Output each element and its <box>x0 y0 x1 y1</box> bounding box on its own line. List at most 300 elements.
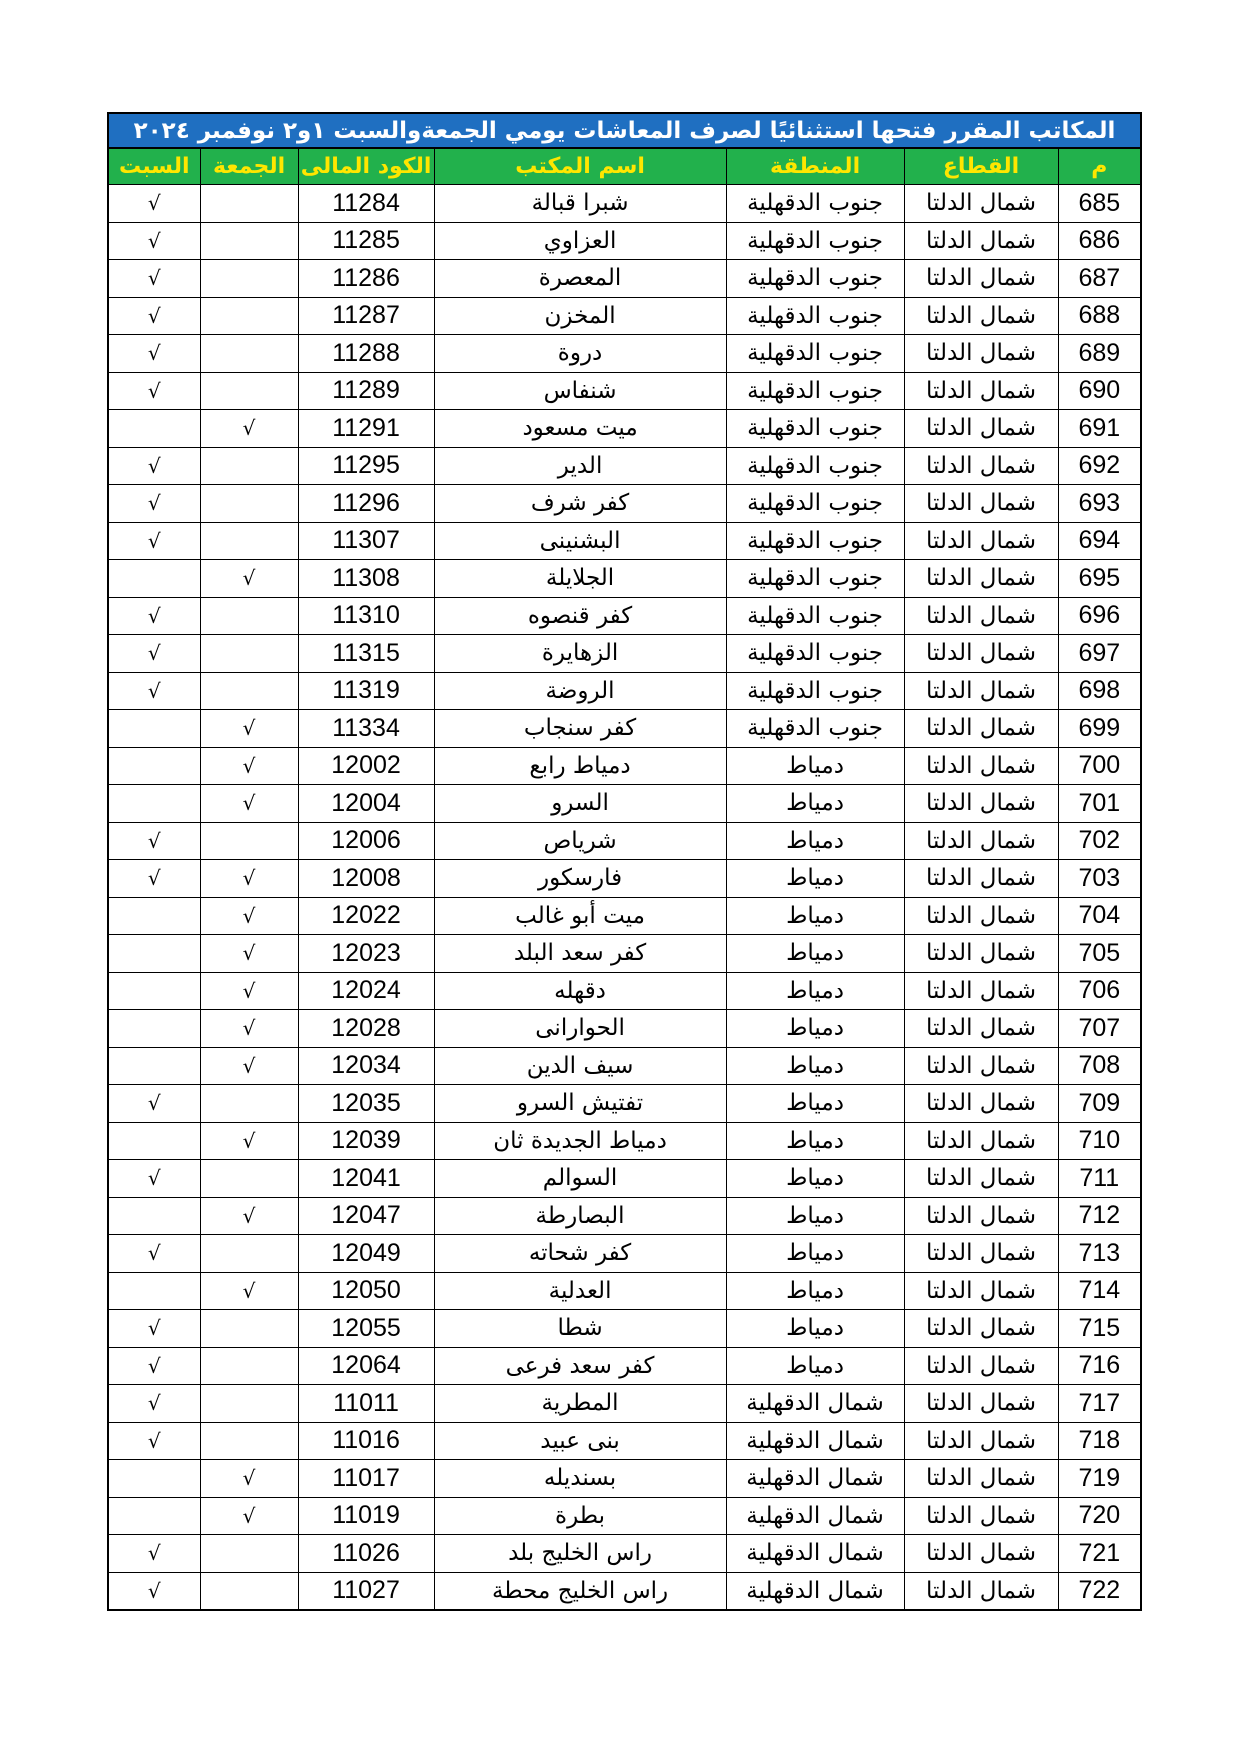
office-name-cell: الجلايلة <box>434 560 726 598</box>
row-number: 704 <box>1058 897 1141 935</box>
saturday-check <box>108 1460 200 1498</box>
region-cell: جنوب الدقهلية <box>726 672 904 710</box>
table-row <box>108 1310 1141 1348</box>
finance-code-cell: 11307 <box>298 522 434 560</box>
region-cell: دمياط <box>726 897 904 935</box>
friday-check: √ <box>200 560 298 598</box>
region-cell: شمال الدقهلية <box>726 1385 904 1423</box>
saturday-check: √ <box>108 822 200 860</box>
office-name-cell: المطرية <box>434 1385 726 1423</box>
region-cell: دمياط <box>726 1272 904 1310</box>
office-name-cell: الروضة <box>434 672 726 710</box>
region-cell: جنوب الدقهلية <box>726 710 904 748</box>
row-number: 697 <box>1058 635 1141 673</box>
sector-cell: شمال الدلتا <box>904 1197 1058 1235</box>
table-row <box>108 1460 1141 1498</box>
friday-check <box>200 635 298 673</box>
sector-cell: شمال الدلتا <box>904 1572 1058 1610</box>
row-number: 690 <box>1058 372 1141 410</box>
office-name-cell: شبرا قبالة <box>434 185 726 223</box>
finance-code-cell: 12002 <box>298 747 434 785</box>
friday-check <box>200 297 298 335</box>
header-row <box>108 148 1141 185</box>
saturday-check: √ <box>108 1310 200 1348</box>
row-number: 692 <box>1058 447 1141 485</box>
row-number: 701 <box>1058 785 1141 823</box>
table-row <box>108 335 1141 373</box>
office-name-cell: كفر قنصوه <box>434 597 726 635</box>
sector-cell: شمال الدلتا <box>904 1160 1058 1198</box>
friday-check <box>200 185 298 223</box>
saturday-check: √ <box>108 597 200 635</box>
saturday-check <box>108 1197 200 1235</box>
friday-check: √ <box>200 1272 298 1310</box>
friday-check <box>200 1347 298 1385</box>
office-name-cell: راس الخليج محطة <box>434 1572 726 1610</box>
row-number: 720 <box>1058 1497 1141 1535</box>
finance-code-cell: 12008 <box>298 860 434 898</box>
finance-code-cell: 11019 <box>298 1497 434 1535</box>
saturday-check: √ <box>108 1347 200 1385</box>
office-name-cell: المعصرة <box>434 260 726 298</box>
finance-code-cell: 11016 <box>298 1422 434 1460</box>
table-row <box>108 1422 1141 1460</box>
sector-cell: شمال الدلتا <box>904 1310 1058 1348</box>
office-name-cell: السوالم <box>434 1160 726 1198</box>
office-name-cell: شطا <box>434 1310 726 1348</box>
table-row <box>108 1497 1141 1535</box>
office-name-cell: راس الخليج بلد <box>434 1535 726 1573</box>
friday-check <box>200 372 298 410</box>
office-name-cell: دقهله <box>434 972 726 1010</box>
region-cell: دمياط <box>726 1197 904 1235</box>
row-number: 685 <box>1058 185 1141 223</box>
region-cell: شمال الدقهلية <box>726 1460 904 1498</box>
friday-check: √ <box>200 785 298 823</box>
row-number: 699 <box>1058 710 1141 748</box>
sector-cell: شمال الدلتا <box>904 560 1058 598</box>
region-cell: جنوب الدقهلية <box>726 635 904 673</box>
region-cell: جنوب الدقهلية <box>726 185 904 223</box>
row-number: 691 <box>1058 410 1141 448</box>
friday-check: √ <box>200 897 298 935</box>
saturday-check: √ <box>108 335 200 373</box>
sector-cell: شمال الدلتا <box>904 860 1058 898</box>
row-number: 713 <box>1058 1235 1141 1273</box>
finance-code-cell: 11291 <box>298 410 434 448</box>
table-row <box>108 372 1141 410</box>
finance-code-cell: 12047 <box>298 1197 434 1235</box>
saturday-check: √ <box>108 1235 200 1273</box>
region-cell: جنوب الدقهلية <box>726 560 904 598</box>
sector-cell: شمال الدلتا <box>904 1460 1058 1498</box>
table-row <box>108 1235 1141 1273</box>
sector-cell: شمال الدلتا <box>904 897 1058 935</box>
finance-code-cell: 11295 <box>298 447 434 485</box>
region-cell: دمياط <box>726 1235 904 1273</box>
friday-check <box>200 222 298 260</box>
friday-check <box>200 1160 298 1198</box>
friday-check <box>200 260 298 298</box>
finance-code-cell: 12024 <box>298 972 434 1010</box>
friday-check: √ <box>200 710 298 748</box>
header-friday: الجمعة <box>200 148 298 185</box>
friday-check: √ <box>200 1197 298 1235</box>
row-number: 705 <box>1058 935 1141 973</box>
finance-code-cell: 11286 <box>298 260 434 298</box>
sector-cell: شمال الدلتا <box>904 260 1058 298</box>
row-number: 714 <box>1058 1272 1141 1310</box>
row-number: 698 <box>1058 672 1141 710</box>
finance-code-cell: 12050 <box>298 1272 434 1310</box>
table-body <box>108 185 1141 1611</box>
sector-cell: شمال الدلتا <box>904 485 1058 523</box>
friday-check <box>200 335 298 373</box>
friday-check: √ <box>200 860 298 898</box>
table-row <box>108 185 1141 223</box>
friday-check <box>200 1310 298 1348</box>
region-cell: دمياط <box>726 1160 904 1198</box>
sector-cell: شمال الدلتا <box>904 1385 1058 1423</box>
sector-cell: شمال الدلتا <box>904 185 1058 223</box>
region-cell: جنوب الدقهلية <box>726 222 904 260</box>
saturday-check <box>108 1010 200 1048</box>
finance-code-cell: 12039 <box>298 1122 434 1160</box>
table-row <box>108 672 1141 710</box>
row-number: 709 <box>1058 1085 1141 1123</box>
saturday-check: √ <box>108 260 200 298</box>
finance-code-cell: 12006 <box>298 822 434 860</box>
sector-cell: شمال الدلتا <box>904 410 1058 448</box>
sheet-title: المكاتب المقرر فتحها استثنائيًا لصرف المعاشات يومي الجمعةوالسبت ١و٢ نوفمبر ٢٠٢٤ <box>108 113 1141 148</box>
finance-code-cell: 12034 <box>298 1047 434 1085</box>
friday-check <box>200 672 298 710</box>
sector-cell: شمال الدلتا <box>904 972 1058 1010</box>
table-row <box>108 1272 1141 1310</box>
office-name-cell: بطرة <box>434 1497 726 1535</box>
finance-code-cell: 11319 <box>298 672 434 710</box>
row-number: 688 <box>1058 297 1141 335</box>
finance-code-cell: 12022 <box>298 897 434 935</box>
saturday-check: √ <box>108 1385 200 1423</box>
saturday-check: √ <box>108 185 200 223</box>
region-cell: شمال الدقهلية <box>726 1422 904 1460</box>
saturday-check <box>108 410 200 448</box>
header-sector: القطاع <box>904 148 1058 185</box>
saturday-check <box>108 785 200 823</box>
sector-cell: شمال الدلتا <box>904 447 1058 485</box>
row-number: 686 <box>1058 222 1141 260</box>
table-row <box>108 410 1141 448</box>
row-number: 706 <box>1058 972 1141 1010</box>
table-row <box>108 1535 1141 1573</box>
row-number: 694 <box>1058 522 1141 560</box>
finance-code-cell: 11284 <box>298 185 434 223</box>
friday-check <box>200 1535 298 1573</box>
sector-cell: شمال الدلتا <box>904 522 1058 560</box>
saturday-check <box>108 1047 200 1085</box>
office-name-cell: ميت أبو غالب <box>434 897 726 935</box>
finance-code-cell: 11288 <box>298 335 434 373</box>
sector-cell: شمال الدلتا <box>904 1497 1058 1535</box>
finance-code-cell: 11310 <box>298 597 434 635</box>
table-row <box>108 597 1141 635</box>
office-name-cell: الحوارانى <box>434 1010 726 1048</box>
friday-check: √ <box>200 1047 298 1085</box>
row-number: 696 <box>1058 597 1141 635</box>
saturday-check: √ <box>108 1085 200 1123</box>
region-cell: جنوب الدقهلية <box>726 447 904 485</box>
office-name-cell: فارسكور <box>434 860 726 898</box>
office-name-cell: سيف الدين <box>434 1047 726 1085</box>
finance-code-cell: 12035 <box>298 1085 434 1123</box>
region-cell: دمياط <box>726 1047 904 1085</box>
saturday-check <box>108 1272 200 1310</box>
sector-cell: شمال الدلتا <box>904 1347 1058 1385</box>
saturday-check: √ <box>108 372 200 410</box>
table-row <box>108 1122 1141 1160</box>
table-row <box>108 1572 1141 1610</box>
header-num: م <box>1058 148 1141 185</box>
finance-code-cell: 11011 <box>298 1385 434 1423</box>
finance-code-cell: 11017 <box>298 1460 434 1498</box>
row-number: 718 <box>1058 1422 1141 1460</box>
region-cell: دمياط <box>726 822 904 860</box>
table-row <box>108 747 1141 785</box>
friday-check: √ <box>200 1010 298 1048</box>
table-row <box>108 1197 1141 1235</box>
saturday-check <box>108 710 200 748</box>
offices-table <box>107 112 1142 1611</box>
finance-code-cell: 12049 <box>298 1235 434 1273</box>
finance-code-cell: 12023 <box>298 935 434 973</box>
table-row <box>108 860 1141 898</box>
saturday-check <box>108 972 200 1010</box>
friday-check: √ <box>200 410 298 448</box>
saturday-check <box>108 747 200 785</box>
sector-cell: شمال الدلتا <box>904 1085 1058 1123</box>
finance-code-cell: 11289 <box>298 372 434 410</box>
office-name-cell: دمياط رابع <box>434 747 726 785</box>
office-name-cell: تفتيش السرو <box>434 1085 726 1123</box>
sector-cell: شمال الدلتا <box>904 297 1058 335</box>
table-row <box>108 1385 1141 1423</box>
region-cell: دمياط <box>726 747 904 785</box>
region-cell: جنوب الدقهلية <box>726 522 904 560</box>
friday-check <box>200 1422 298 1460</box>
friday-check: √ <box>200 1497 298 1535</box>
finance-code-cell: 12041 <box>298 1160 434 1198</box>
table-row <box>108 1347 1141 1385</box>
office-name-cell: شنفاس <box>434 372 726 410</box>
sector-cell: شمال الدلتا <box>904 710 1058 748</box>
sector-cell: شمال الدلتا <box>904 1235 1058 1273</box>
row-number: 693 <box>1058 485 1141 523</box>
office-name-cell: الزهايرة <box>434 635 726 673</box>
office-name-cell: الدير <box>434 447 726 485</box>
office-name-cell: العزاوي <box>434 222 726 260</box>
table-row <box>108 1085 1141 1123</box>
region-cell: جنوب الدقهلية <box>726 297 904 335</box>
row-number: 689 <box>1058 335 1141 373</box>
friday-check <box>200 822 298 860</box>
sector-cell: شمال الدلتا <box>904 822 1058 860</box>
office-name-cell: كفر سعد البلد <box>434 935 726 973</box>
row-number: 716 <box>1058 1347 1141 1385</box>
saturday-check: √ <box>108 485 200 523</box>
saturday-check <box>108 897 200 935</box>
table-row <box>108 822 1141 860</box>
table-row <box>108 1160 1141 1198</box>
saturday-check <box>108 1497 200 1535</box>
saturday-check: √ <box>108 860 200 898</box>
table-row <box>108 297 1141 335</box>
saturday-check: √ <box>108 522 200 560</box>
finance-code-cell: 12004 <box>298 785 434 823</box>
friday-check <box>200 1085 298 1123</box>
row-number: 687 <box>1058 260 1141 298</box>
region-cell: شمال الدقهلية <box>726 1497 904 1535</box>
finance-code-cell: 11287 <box>298 297 434 335</box>
saturday-check <box>108 560 200 598</box>
region-cell: جنوب الدقهلية <box>726 260 904 298</box>
sector-cell: شمال الدلتا <box>904 1422 1058 1460</box>
region-cell: جنوب الدقهلية <box>726 372 904 410</box>
sector-cell: شمال الدلتا <box>904 635 1058 673</box>
sector-cell: شمال الدلتا <box>904 747 1058 785</box>
header-saturday: السبت <box>108 148 200 185</box>
finance-code-cell: 12055 <box>298 1310 434 1348</box>
office-name-cell: كفر سعد فرعى <box>434 1347 726 1385</box>
region-cell: دمياط <box>726 1010 904 1048</box>
row-number: 707 <box>1058 1010 1141 1048</box>
sector-cell: شمال الدلتا <box>904 597 1058 635</box>
table-row <box>108 522 1141 560</box>
region-cell: دمياط <box>726 972 904 1010</box>
finance-code-cell: 11285 <box>298 222 434 260</box>
finance-code-cell: 11296 <box>298 485 434 523</box>
sector-cell: شمال الدلتا <box>904 1272 1058 1310</box>
finance-code-cell: 12064 <box>298 1347 434 1385</box>
finance-code-cell: 11315 <box>298 635 434 673</box>
table-row <box>108 635 1141 673</box>
row-number: 715 <box>1058 1310 1141 1348</box>
friday-check: √ <box>200 747 298 785</box>
saturday-check: √ <box>108 222 200 260</box>
friday-check <box>200 1572 298 1610</box>
office-name-cell: دروة <box>434 335 726 373</box>
row-number: 708 <box>1058 1047 1141 1085</box>
friday-check: √ <box>200 1122 298 1160</box>
office-name-cell: المخزن <box>434 297 726 335</box>
row-number: 721 <box>1058 1535 1141 1573</box>
sector-cell: شمال الدلتا <box>904 935 1058 973</box>
saturday-check: √ <box>108 1160 200 1198</box>
friday-check: √ <box>200 1460 298 1498</box>
table-row <box>108 447 1141 485</box>
saturday-check <box>108 1122 200 1160</box>
table-row <box>108 260 1141 298</box>
friday-check <box>200 485 298 523</box>
office-name-cell: البصارطة <box>434 1197 726 1235</box>
region-cell: جنوب الدقهلية <box>726 485 904 523</box>
row-number: 700 <box>1058 747 1141 785</box>
table-row <box>108 972 1141 1010</box>
saturday-check <box>108 935 200 973</box>
row-number: 711 <box>1058 1160 1141 1198</box>
sector-cell: شمال الدلتا <box>904 1535 1058 1573</box>
saturday-check: √ <box>108 297 200 335</box>
region-cell: جنوب الدقهلية <box>726 597 904 635</box>
saturday-check: √ <box>108 672 200 710</box>
region-cell: جنوب الدقهلية <box>726 410 904 448</box>
row-number: 717 <box>1058 1385 1141 1423</box>
finance-code-cell: 11334 <box>298 710 434 748</box>
row-number: 719 <box>1058 1460 1141 1498</box>
table-row <box>108 897 1141 935</box>
office-name-cell: البشنينى <box>434 522 726 560</box>
office-name-cell: بنى عبيد <box>434 1422 726 1460</box>
sector-cell: شمال الدلتا <box>904 785 1058 823</box>
office-name-cell: العدلية <box>434 1272 726 1310</box>
offices-sheet <box>107 112 1140 1611</box>
row-number: 710 <box>1058 1122 1141 1160</box>
region-cell: دمياط <box>726 1085 904 1123</box>
region-cell: دمياط <box>726 1122 904 1160</box>
finance-code-cell: 11027 <box>298 1572 434 1610</box>
table-row <box>108 935 1141 973</box>
saturday-check: √ <box>108 1572 200 1610</box>
finance-code-cell: 11026 <box>298 1535 434 1573</box>
header-office: اسم المكتب <box>434 148 726 185</box>
sector-cell: شمال الدلتا <box>904 1047 1058 1085</box>
region-cell: دمياط <box>726 1310 904 1348</box>
table-row <box>108 1010 1141 1048</box>
header-region: المنطقة <box>726 148 904 185</box>
region-cell: جنوب الدقهلية <box>726 335 904 373</box>
region-cell: دمياط <box>726 860 904 898</box>
friday-check <box>200 597 298 635</box>
office-name-cell: كفر سنجاب <box>434 710 726 748</box>
office-name-cell: كفر شرف <box>434 485 726 523</box>
sector-cell: شمال الدلتا <box>904 372 1058 410</box>
saturday-check: √ <box>108 447 200 485</box>
friday-check <box>200 1235 298 1273</box>
region-cell: شمال الدقهلية <box>726 1535 904 1573</box>
sector-cell: شمال الدلتا <box>904 1010 1058 1048</box>
header-code: الكود المالى <box>298 148 434 185</box>
saturday-check: √ <box>108 1535 200 1573</box>
finance-code-cell: 12028 <box>298 1010 434 1048</box>
saturday-check: √ <box>108 635 200 673</box>
friday-check <box>200 522 298 560</box>
sector-cell: شمال الدلتا <box>904 335 1058 373</box>
row-number: 703 <box>1058 860 1141 898</box>
region-cell: دمياط <box>726 785 904 823</box>
office-name-cell: ميت مسعود <box>434 410 726 448</box>
saturday-check: √ <box>108 1422 200 1460</box>
friday-check <box>200 447 298 485</box>
office-name-cell: دمياط الجديدة ثان <box>434 1122 726 1160</box>
region-cell: دمياط <box>726 935 904 973</box>
table-row <box>108 485 1141 523</box>
row-number: 722 <box>1058 1572 1141 1610</box>
row-number: 695 <box>1058 560 1141 598</box>
region-cell: شمال الدقهلية <box>726 1572 904 1610</box>
office-name-cell: السرو <box>434 785 726 823</box>
sector-cell: شمال الدلتا <box>904 222 1058 260</box>
row-number: 712 <box>1058 1197 1141 1235</box>
